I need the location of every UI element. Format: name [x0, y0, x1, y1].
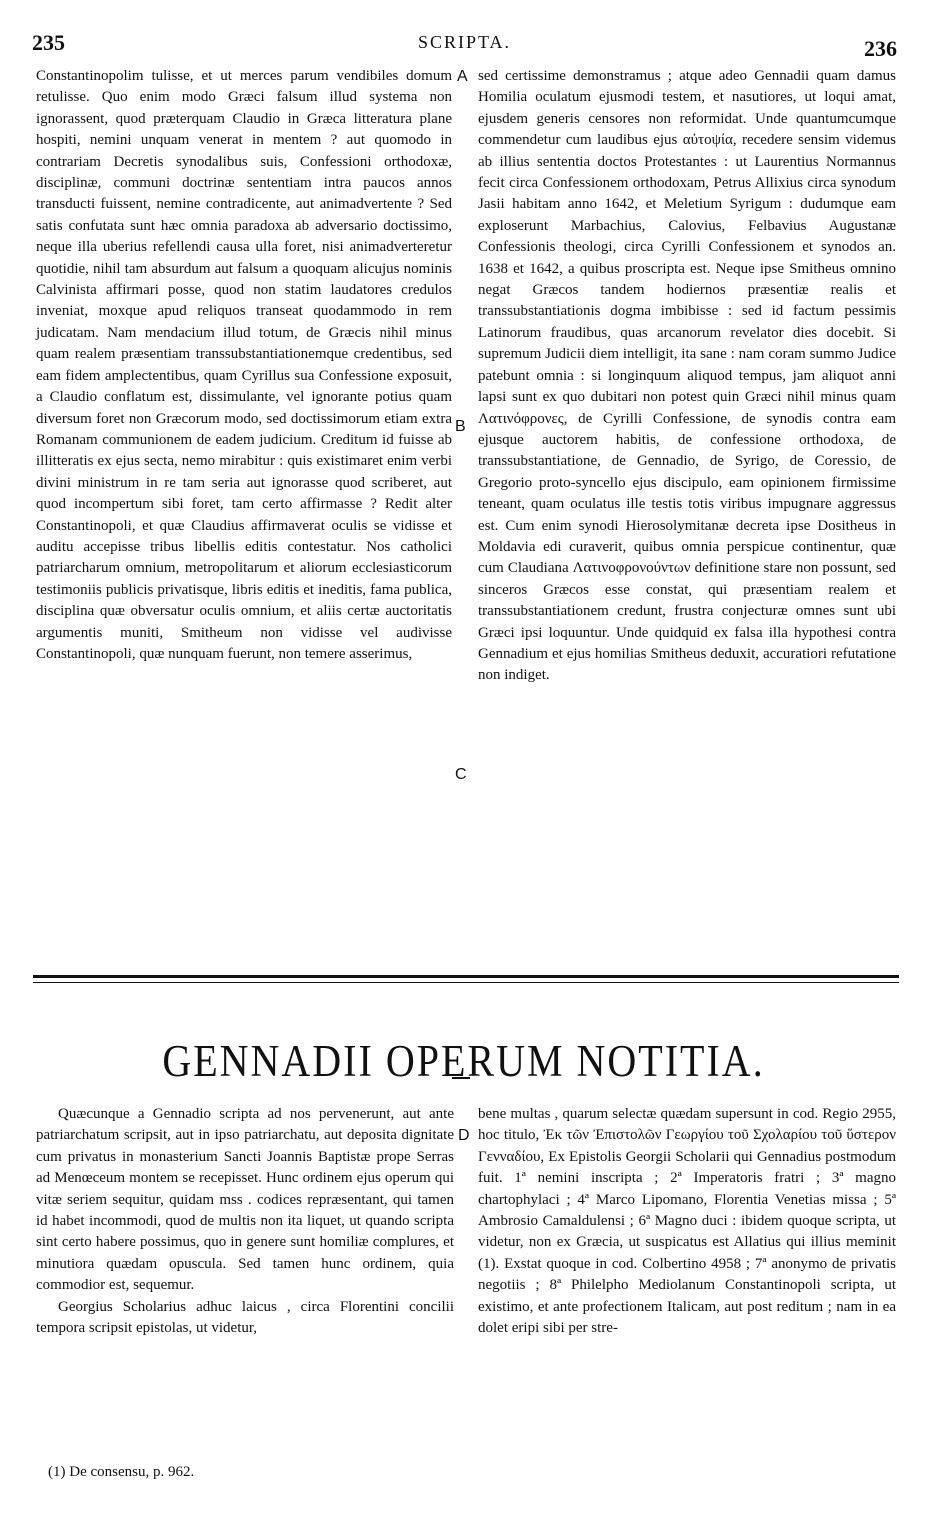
- paragraph: Georgius Scholarius adhuc laicus , circa Florentini concilii tempora scripsit epistolas, ut videtur,: [36, 1298, 454, 1337]
- paragraph: sed certissime demonstramus ; atque adeo Gennadii quam damus Homilia oculatum ejusmodi testem, et nasutiores, ut loqui amat, ejusdem generis censores non reformidat. Unde quantumcumque commendetur cum laudibus ejus αὐτοψία, recedere sensim videmus ab illius sententia doctos Protestantes : ut Laurentius Normannus fecit circa Confessionem orthodoxam, Petrus Allixius circa synodum Jasii habitam anno 1642, et Meletium Syrigum : dudumque eam exploserunt Marbachius, Calovius, Felbavius Augustanæ Confessionis theologi, circa Cyrilli Confessionem et synodos an. 1638 et 1642, a quibus proscripta est. Neque ipse Smitheus omnino negat Græcos tandem hodiernos præsentiæ realis et transsubstantiationis dogma imbibisse : sed id factum pessimis Latinorum fraudibus, quas arcanorum revelator dies docebit. Si supremum Judicii diem intelligit, ita sane : nam coram summo Judice patebunt omnia : si longinquum aliquod tempus, jam aliquot anni lapsi sunt ex quo dubitari non potest quin Græci nihil minus quam Λατινόφρονες, de Cyrilli Confessione, de synodis contra eam ejusque auctorem habitis, de confessione orthodoxa, de transsubstantiatione, de Gennadio, de Syrigo, de Coressio, de Gregorio proto-syncello ejus discipulo, eam opinionem firmissime teneant, quam oculatus ille testis totis viribus impugnare aggressus est. Cum enim synodi Hierosolymitanæ decreta ipse Dositheus in Moldavia edi curaverit, quibus omnia perspicue continentur, quæ cum Claudiana Λατινοφρονούντων definitione stare non possunt, sed sinceros Græcos esse constat, qui præsentiam realem et transsubstantiationem credunt, frustra conjecturæ omnes sunt ubi Græci ipsi loquuntur. Unde quidquid ex falsa illa hypothesi contra Gennadium et ejus homilias Smitheus deduxit, accuratiori refutatione non indiget.: [478, 68, 896, 684]
- bottom-right-column: [478, 1104, 896, 1339]
- page-header: [32, 30, 897, 62]
- margin-letter-c: C: [455, 766, 467, 783]
- bottom-left-column: [36, 1104, 454, 1339]
- page-number-left: 235: [32, 30, 65, 55]
- section-divider-thin: [33, 982, 899, 983]
- margin-letter-a: A: [457, 68, 468, 85]
- running-title: SCRIPTA.: [417, 32, 512, 52]
- margin-letter-b: B: [455, 418, 466, 435]
- paragraph: Constantinopolim tulisse, et ut merces parum vendibiles domum retulisse. Quo enim modo Græci falsum illud systema non ignorassent, quod præterquam Claudio in Græca litteratura plane hospiti, nemini unquam venerat in mentem ? aut quomodo in contrariam Decretis synodalibus suis, Confessioni orthodoxæ, disciplinæ, communi doctrinæ sententiam intra paucos annos transducti fuissent, nemine contradicente, aut animadvertente ? Sed satis confutata sunt hæc omnia paradoxa ab adversario doctissimo, neque illa uberius refellendi causa ulla foret, nisi animadverteretur quotidie, nihil tam absurdum aut falsum a quoquam alicujus nominis Calvinista affirmari posse, quod non statim laudatores credulos inveniat, moxque apud reliquos transeat quodammodo in rem judicatam. Nam mendacium illud totum, de Græcis nihil minus quam realem præsentiam transsubstantiationemque credentibus, sed eam fidem amplectentibus, quam Cyrillus sua Confessione exposuit, a Claudio conflatum est, dissimulante, vel ignorante potius quam diversum foret non Græcorum modo, sed doctissimorum etiam extra Romanam communionem de eadem judicium. Creditum id fuisse ab illitteratis ex ejus secta, nemo mirabitur : quis existimaret enim verbi divini ministrum in re tam seria aut ignorasse quod scriberet, aut quod incompertum sibi foret, tam certo affirmasse ? Redit alter Constantinopoli, et quæ Claudius affirmaverat oculis se vidisse et auditu accepisse tribus libellis editis contestatur. Nos catholici patriarcharum omnium, metropolitarum et aliorum ecclesiasticorum testimoniis publicis privatisque, libris editis et ineditis, fama publica, disciplina quæ obversatur oculis omnium, et aliis certæ auctoritatis argumentis muniti, Smitheum non vidisse vel audivisse Constantinopoli, quæ nunquam fuerunt, non temere asserimus,: [36, 68, 452, 662]
- paragraph: Quæcunque a Gennadio scripta ad nos pervenerunt, aut ante patriarchatum scripsit, aut in ipso patriarchatu, aut deposita dignitate cum privatus in monasterium Sancti Joannis Baptistæ prope Serras ad Menœceum montem se recepisset. Hunc ordinem ejus operum qui vitæ seriem sequitur, quidam mss . codices repræsentant, qui tamen id habet incommodi, quod de multis non ita liquet, ut quando scripta sint certo habere possimus, quo in genere sunt homiliæ complures, et minutiora quædam opuscula. Sed tamen hunc ordinem, quia commodior est, sequemur.: [36, 1106, 454, 1294]
- section-title: GENNADII OPERUM NOTITIA.: [162, 1034, 765, 1087]
- paragraph: bene multas , quarum selectæ quædam supersunt in cod. Regio 2955, hoc titulo, Ἐκ τῶν Ἐπιστολῶν Γεωργίου τοῦ Σχολαρίου τοῦ ὕστερον Γενναδίου, Ex Epistolis Georgii Scholarii qui Gennadius postmodum fuit. 1ª nemini inscripta ; 2ª Imperatoris fratri ; 3ª magno chartophylaci ; 4ª Marco Lipomano, Florentia Venetias missa ; 5ª Ambrosio Camaldulensi ; 6ª Magno duci : ibidem quoque scripta, ut videtur, non ex Græcia, ut suspicatus est Allatius qui illius meminit (1). Exstat quoque in cod. Colbertino 4958 ; 7ª anonymo de privatis negotiis ; 8ª Philelpho Mediolanum Constantinopoli scripta, ut existimo, et ante profectionem Italicam, aut post reditum ; nam in ea dolet eripi sibi per stre-: [478, 1106, 896, 1337]
- page-number-right: 236: [864, 36, 897, 61]
- top-left-column: [36, 66, 452, 665]
- margin-letter-d: D: [458, 1127, 470, 1144]
- section-divider-thick: [33, 975, 899, 978]
- title-dash: [452, 1077, 470, 1079]
- footnote: (1) De consensu, p. 962.: [48, 1464, 195, 1480]
- top-right-column: [478, 66, 896, 687]
